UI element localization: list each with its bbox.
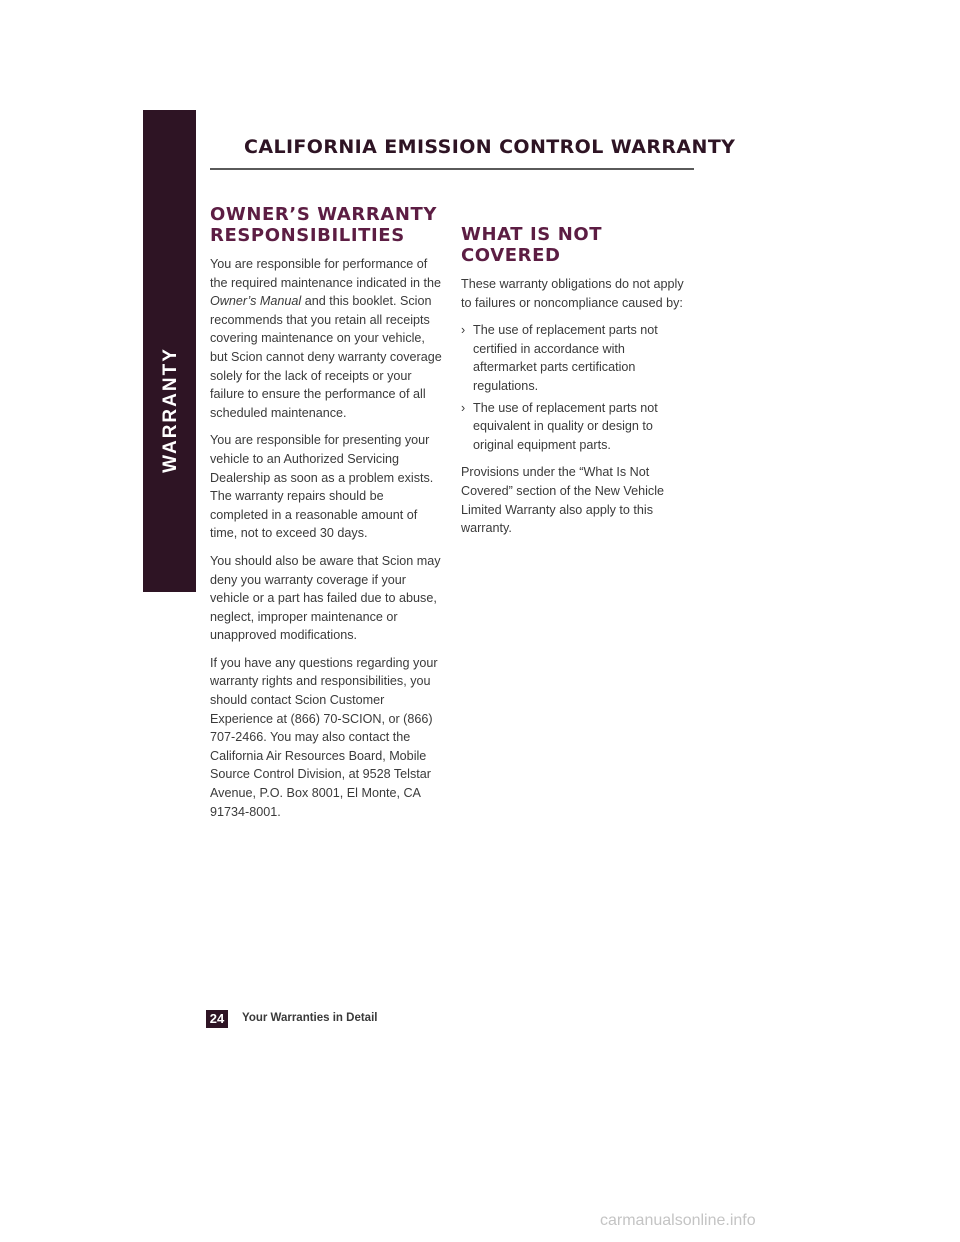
- paragraph-contact: If you have any questions regarding your warranty rights and responsibilities, you should contact Scion Customer Experience at (866) 70-SCION, or (866) 707-2466. You may also contact the California Air Resources Board, Mobile Source Control Division, at 9528 Telstar Avenue, P.O. Box 8001, El Monte, CA 91734-8001.: [210, 655, 438, 819]
- bullet-chevron-icon: ›: [461, 400, 466, 415]
- paragraph-maintenance-end: and this booklet. Scion recommends that you retain all receipts covering maintenance on your vehicle, but Scion cannot deny warranty coverage solely for the lack of receipts or your failure to ensure the performance of all scheduled maintenance.: [210, 294, 442, 420]
- page-number: 24: [206, 1010, 228, 1028]
- paragraph-maintenance: [210, 255, 442, 422]
- paragraph-provisions: Provisions under the “What Is Not Covered” section of the New Vehicle Limited Warranty also apply to this warranty.: [461, 465, 665, 536]
- page-title: CALIFORNIA EMISSION CONTROL WARRANTY: [244, 136, 736, 158]
- bullet-chevron-icon: ›: [461, 323, 466, 338]
- owners-responsibilities-heading: OWNER’S WARRANTY RESPONSIBILITIES: [210, 204, 438, 246]
- paragraph-denial: You should also be aware that Scion may deny you warranty coverage if your vehicle or a part has failed due to abuse, neglect, improper maintenance or unapproved modifications.: [210, 553, 441, 643]
- list-item-text: The use of replacement parts not certified in accordance with aftermarket parts certification regulations.: [473, 323, 658, 393]
- list-item: [461, 399, 689, 455]
- owners-manual-title: Owner’s Manual: [210, 294, 302, 309]
- list-item: [461, 321, 689, 395]
- list-item-text: The use of replacement parts not equivalent in quality or design to original equipment parts.: [473, 400, 658, 452]
- not-covered-heading: WHAT IS NOT COVERED: [461, 224, 603, 266]
- right-column: [461, 224, 689, 547]
- side-tab-label: WARRANTY: [160, 347, 181, 473]
- footer-section-title: Your Warranties in Detail: [242, 1012, 378, 1024]
- paragraph-dealership: You are responsible for presenting your vehicle to an Authorized Servicing Dealership as soon as a problem exists. The warranty repairs should be completed in a reasonable amount of time, not to exceed 30 days.: [210, 433, 434, 541]
- paragraph-maintenance-start: You are responsible for performance of the required maintenance indicated in the: [210, 257, 442, 290]
- watermark: carmanualsonline.info: [600, 1212, 756, 1229]
- paragraph-not-covered-intro: These warranty obligations do not apply to failures or noncompliance caused by:: [461, 277, 684, 310]
- exclusions-list: [461, 321, 689, 454]
- left-column: [210, 204, 442, 830]
- header-divider: [210, 168, 694, 170]
